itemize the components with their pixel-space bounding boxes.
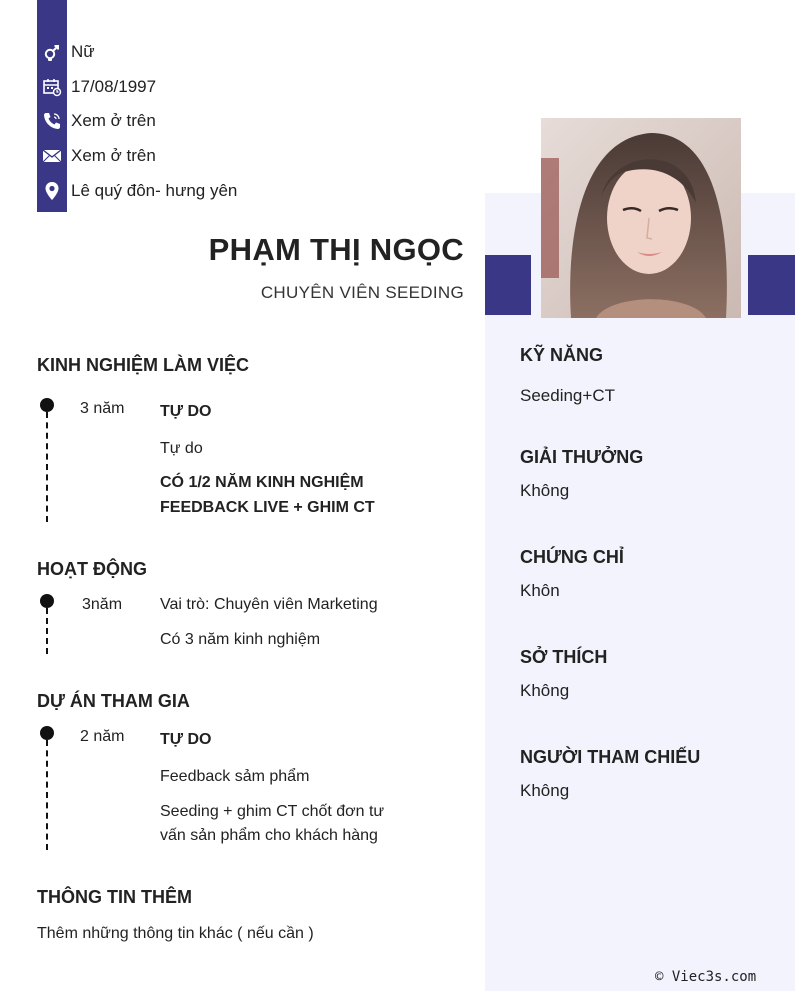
timeline-line	[46, 608, 48, 654]
timeline-dot	[40, 398, 54, 412]
contact-birthday-text: 17/08/1997	[71, 77, 157, 96]
experience-description: CÓ 1/2 NĂM KINH NGHIỆM	[160, 474, 364, 491]
timeline-dot	[40, 594, 54, 608]
section-title-projects: DỰ ÁN THAM GIA	[37, 691, 190, 711]
location-icon	[37, 176, 67, 206]
timeline-line	[46, 740, 48, 850]
contact-birthday	[37, 72, 156, 102]
candidate-role: CHUYÊN VIÊN SEEDING	[260, 283, 464, 302]
photo-accent-left	[485, 255, 531, 315]
contact-email	[37, 141, 156, 171]
contact-address-text: Lê quý đôn- hưng yên	[71, 181, 238, 200]
experience-period: 3 năm	[80, 400, 125, 417]
contact-phone	[37, 106, 156, 136]
timeline-line	[46, 412, 48, 522]
contact-phone-text: Xem ở trên	[71, 111, 156, 130]
section-title-skills: KỸ NĂNG	[520, 345, 604, 365]
activity-period: 3năm	[82, 596, 123, 613]
section-title-references: NGƯỜI THAM CHIẾU	[520, 747, 701, 767]
activity-description: Có 3 năm kinh nghiệm	[160, 631, 321, 648]
profile-photo	[541, 118, 741, 318]
project-name: TỰ DO	[160, 731, 212, 748]
gender-icon	[37, 37, 67, 67]
references-text: Không	[520, 781, 570, 800]
phone-icon	[37, 106, 67, 136]
project-description: Seeding + ghim CT chốt đơn tư	[160, 803, 385, 820]
photo-accent-right	[748, 255, 795, 315]
section-title-certificates: CHỨNG CHỈ	[520, 547, 624, 567]
section-title-activities: HOẠT ĐỘNG	[37, 559, 147, 579]
candidate-name: PHẠM THỊ NGỌC	[208, 232, 464, 267]
certificates-text: Khôn	[520, 581, 560, 600]
section-title-experience: KINH NGHIỆM LÀM VIỆC	[37, 355, 250, 375]
experience-position: Tự do	[160, 440, 203, 457]
activity-role: Vai trò: Chuyên viên Marketing	[160, 596, 378, 613]
copyright-footer: © Viec3s.com	[655, 969, 757, 985]
mail-icon	[37, 141, 67, 171]
section-title-awards: GIẢI THƯỞNG	[520, 447, 644, 467]
calendar-icon	[37, 72, 67, 102]
experience-description: FEEDBACK LIVE + GHIM CT	[160, 499, 375, 516]
contact-gender	[37, 37, 95, 67]
section-title-hobbies: SỞ THÍCH	[520, 647, 608, 667]
skills-text: Seeding+CT	[520, 386, 615, 405]
project-period: 2 năm	[80, 728, 125, 745]
section-title-extra: THÔNG TIN THÊM	[37, 887, 192, 907]
hobbies-text: Không	[520, 681, 570, 700]
project-description: vấn sản phẩm cho khách hàng	[160, 827, 378, 844]
contact-email-text: Xem ở trên	[71, 146, 156, 165]
experience-company: TỰ DO	[160, 403, 212, 420]
awards-text: Không	[520, 481, 570, 500]
extra-text: Thêm những thông tin khác ( nếu cần )	[37, 925, 314, 942]
project-role: Feedback sảm phẩm	[160, 768, 310, 785]
contact-address	[37, 176, 237, 206]
timeline-dot	[40, 726, 54, 740]
contact-gender-text: Nữ	[71, 42, 95, 61]
